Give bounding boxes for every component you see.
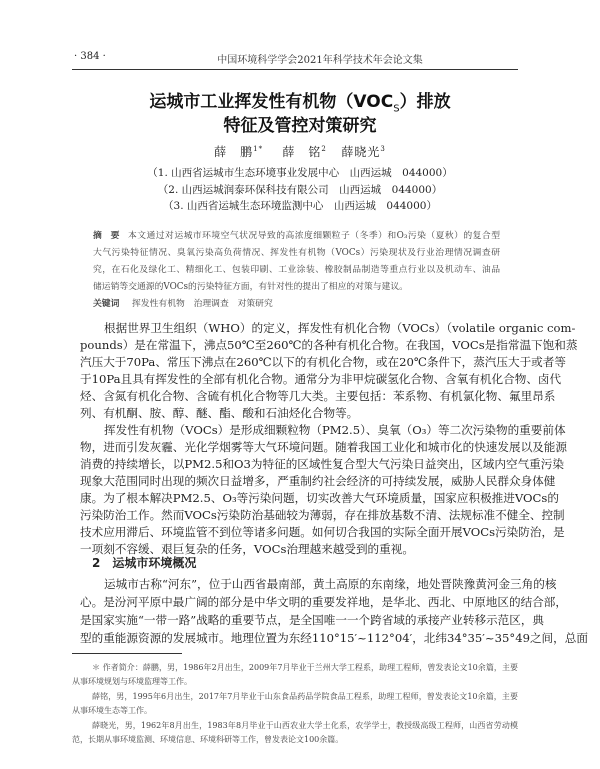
paragraph-line: 技术应用滞后、环境监管不到位等诸多问题。如何切合我国的实际全面开展VOCs污染防治，是 xyxy=(80,525,565,539)
paragraph-line: 是国家实施“一带一路”战略的重要节点，是全国唯一一个跨省域的承接产业转移示范区，典 xyxy=(80,613,545,627)
paragraph-line: 污染防治工作。然而VOCs污染防治基础较为薄弱，存在排放基数不清、法规标准不健全、控制 xyxy=(80,508,565,522)
keywords-label: 关键词 xyxy=(93,299,120,309)
abstract-line: 大气污染特征情况、臭氧污染高负荷情况、挥发性有机物（VOCs）污染现状及行业治理情况调查研 xyxy=(93,248,500,258)
paragraph-line: 列、有机酮、胺、醇、醚、酯、酸和石油烃化合物等。 xyxy=(80,406,359,420)
page-number: · 384 · xyxy=(74,51,106,62)
title-text: 运城市工业挥发性有机物（VOC xyxy=(149,92,394,112)
section-heading xyxy=(92,556,208,571)
running-title: 中国环境科学学会2021年科学技术年会论文集 xyxy=(217,55,423,66)
abstract-line: 究，在石化及绿化工、精细化工、包装印刷、工业涂装、橡胶制品制造等重点行业以及机动车、油品 xyxy=(93,265,500,275)
paragraph-line: 心。是汾河平原中最广阔的部分是中华文明的重要发祥地，是华北、西北、中原地区的结合部， xyxy=(80,595,567,609)
paragraph-line: 消费的持续增长，以PM2.5和O3为特征的区域性复合型大气污染日益突出，区域内空气重污染 xyxy=(80,457,564,471)
author-sup: 1* xyxy=(253,145,264,153)
paragraph-line: 根据世界卫生组织（WHO）的定义，挥发性有机化合物（VOCs）（volatile organic com- xyxy=(104,321,576,335)
affiliation: （1. 山西省运城市生态环境事业发展中心 山西运城 044000） xyxy=(147,167,453,179)
author-sup: 2 xyxy=(321,145,327,153)
footnote-rule xyxy=(72,653,182,654)
authors xyxy=(0,144,600,160)
section-title: 运城市环境概况 xyxy=(112,556,197,570)
author xyxy=(341,145,385,159)
author-sup: 3 xyxy=(380,145,386,153)
footnote-line: 薛铭，男，1995年6月出生，2017年7月毕业于山东食品药品学院食品工程系，助理工程师，曾发表论文10余篇，主要 xyxy=(92,692,518,701)
title-text-end: ）排放 xyxy=(399,92,451,112)
paper-title-line1 xyxy=(0,92,600,115)
paragraph-line: pounds）是在常温下，沸点50℃至260℃的各种有机化合物。在我国，VOCs是指常温下饱和蒸 xyxy=(80,338,578,352)
author xyxy=(214,145,263,159)
paragraph-line: 物，进而引发灰霾、光化学烟雾等大气环境问题。随着我国工业化和城市化的快速发展以及能源 xyxy=(80,440,567,454)
header-rule xyxy=(72,69,518,70)
abstract-line: 储运销等交通源的VOCs的污染特征方面，有针对性的提出了相应的对策与建议。 xyxy=(93,282,408,292)
author-name: 薛 鹏 xyxy=(214,145,254,159)
paragraph-line: 汽压大于70Pa、常压下沸点在260℃以下的有机化合物，或在20℃条件下，蒸汽压大于或者等 xyxy=(80,355,566,369)
author xyxy=(282,145,326,159)
paragraph-line: 一项刻不容缓、艰巨复杂的任务，VOCs治理越来越受到的重视。 xyxy=(80,542,414,556)
paragraph-line: 型的重能源资源的发展城市。地理位置为东经110°15′~112°04′，北纬34°35′~35°49之间，总面 xyxy=(80,631,588,645)
abstract-label: 摘 要 xyxy=(93,231,120,241)
abstract-line: 本文通过对运城市环境空气状况导致的高浓度细颗粒子（冬季）和O₃污染（夏秋）的复合型 xyxy=(128,231,500,241)
footnote-line: 范，长期从事环境监测、环境信息、环境科研等工作，曾发表论文100余篇。 xyxy=(72,735,344,744)
author-name: 薛晓光 xyxy=(341,145,381,159)
footnote-line: 从事环境生态等工作。 xyxy=(72,706,152,715)
footnote-line: 薛晓光，男，1962年8月出生，1983年8月毕业于山西农业大学土化系，农学学士，教授级高级工程师，山西省劳动模 xyxy=(92,721,518,730)
affiliation: （3. 山西省运城生态环境监测中心 山西运城 044000） xyxy=(163,200,437,212)
title-subscript: S xyxy=(393,103,400,115)
paragraph-line: 运城市古称“河东”，位于山西省最南部，黄土高原的东南缘，地处晋陕豫黄河金三角的核 xyxy=(104,577,557,591)
section-number: 2 xyxy=(92,556,101,570)
paragraph-line: 于10Pa且具有挥发性的全部有机化合物。通常分为非甲烷碳氢化合物、含氧有机化合物、卤代 xyxy=(80,372,562,386)
paragraph-line: 现象大范围同时出现的频次日益增多，严重制约社会经济的可持续发展，威胁人民群众身体健 xyxy=(80,474,556,488)
affiliation: （2. 山西运城润泰环保科技有限公司 山西运城 044000） xyxy=(157,184,443,196)
paragraph-line: 康。为了根本解决PM2.5、O₃等污染问题，切实改善大气环境质量，国家应积极推进VOCs的 xyxy=(80,491,559,505)
author-name: 薛 铭 xyxy=(282,145,322,159)
paragraph-line: 挥发性有机物（VOCs）是形成细颗粒物（PM2.5）、臭氧（O₃）等二次污染物的重要前体 xyxy=(104,423,566,437)
footnote-line: 从事环境规划与环境监理等工作。 xyxy=(72,677,192,686)
keywords-text: 挥发性有机物 治理调查 对策研究 xyxy=(132,299,273,309)
paper-title-line2: 特征及管控对策研究 xyxy=(223,116,377,136)
paragraph-line: 烃、含氮有机化合物、含硫有机化合物等几大类。主要包括：苯系物、有机氯化物、氟里昂系 xyxy=(80,389,556,403)
footnote-line: ＊ 作者简介：薛鹏，男，1986年2月出生，2009年7月毕业于兰州大学工程系，助理工程师，曾发表论文10余篇，主要 xyxy=(92,663,518,672)
